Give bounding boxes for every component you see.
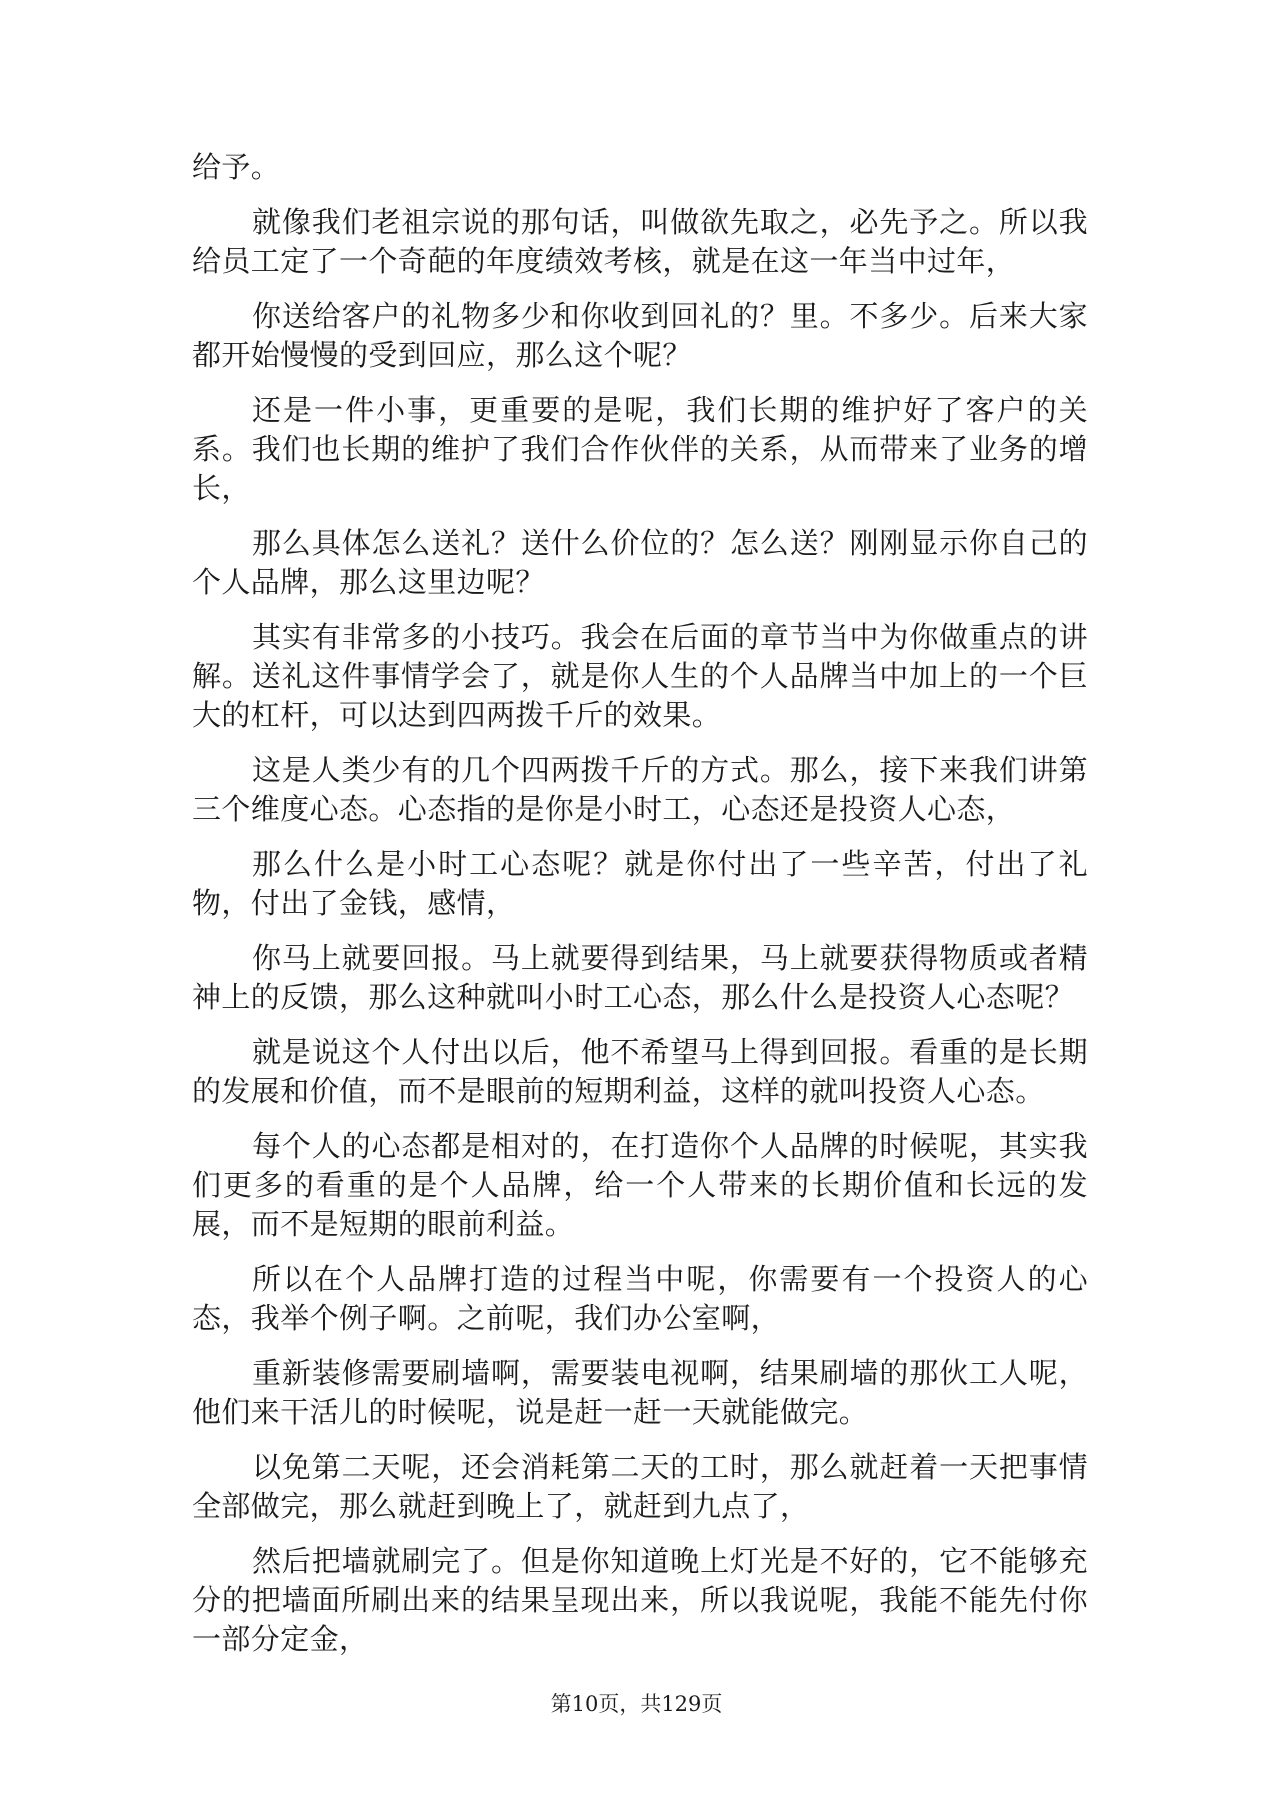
paragraph-7: 这是人类少有的几个四两拨千斤的方式。那么，接下来我们讲第三个维度心态。心态指的是你是小时工，心态还是投资人心态， [192, 753, 1088, 826]
paragraph-8: 那么什么是小时工心态呢？就是你付出了一些辛苦，付出了礼物，付出了金钱，感情， [192, 847, 1088, 920]
paragraph-10: 就是说这个人付出以后，他不希望马上得到回报。看重的是长期的发展和价值，而不是眼前的短期利益，这样的就叫投资人心态。 [192, 1035, 1088, 1108]
paragraph-9: 你马上就要回报。马上就要得到结果，马上就要获得物质或者精神上的反馈，那么这种就叫小时工心态，那么什么是投资人心态呢？ [192, 941, 1088, 1014]
paragraph-6: 其实有非常多的小技巧。我会在后面的章节当中为你做重点的讲解。送礼这件事情学会了，就是你人生的个人品牌当中加上的一个巨大的杠杆，可以达到四两拨千斤的效果。 [192, 620, 1088, 732]
paragraph-5: 那么具体怎么送礼？送什么价位的？怎么送？刚刚显示你自己的个人品牌，那么这里边呢？ [192, 526, 1088, 599]
paragraph-3: 你送给客户的礼物多少和你收到回礼的？里。不多少。后来大家都开始慢慢的受到回应，那么这个呢？ [192, 299, 1088, 372]
page-number-footer: 第10页，共129页 [550, 1692, 723, 1716]
paragraph-13: 重新装修需要刷墙啊，需要装电视啊，结果刷墙的那伙工人呢，他们来干活儿的时候呢，说是赶一赶一天就能做完。 [192, 1356, 1088, 1429]
page-body [192, 148, 1088, 1675]
paragraph-11: 每个人的心态都是相对的，在打造你个人品牌的时候呢，其实我们更多的看重的是个人品牌，给一个人带来的长期价值和长远的发展，而不是短期的眼前利益。 [192, 1129, 1088, 1241]
paragraph-1: 给予。 [192, 150, 281, 184]
paragraph-2: 就像我们老祖宗说的那句话，叫做欲先取之，必先予之。所以我给员工定了一个奇葩的年度绩效考核，就是在这一年当中过年， [192, 205, 1088, 278]
paragraph-12: 所以在个人品牌打造的过程当中呢，你需要有一个投资人的心态，我举个例子啊。之前呢，我们办公室啊， [192, 1262, 1088, 1335]
paragraph-15: 然后把墙就刷完了。但是你知道晚上灯光是不好的，它不能够充分的把墙面所刷出来的结果呈现出来，所以我说呢，我能不能先付你一部分定金， [192, 1544, 1088, 1656]
paragraph-14: 以免第二天呢，还会消耗第二天的工时，那么就赶着一天把事情全部做完，那么就赶到晚上了，就赶到九点了， [192, 1450, 1088, 1523]
paragraph-4: 还是一件小事，更重要的是呢，我们长期的维护好了客户的关系。我们也长期的维护了我们合作伙伴的关系，从而带来了业务的增长， [192, 393, 1088, 505]
